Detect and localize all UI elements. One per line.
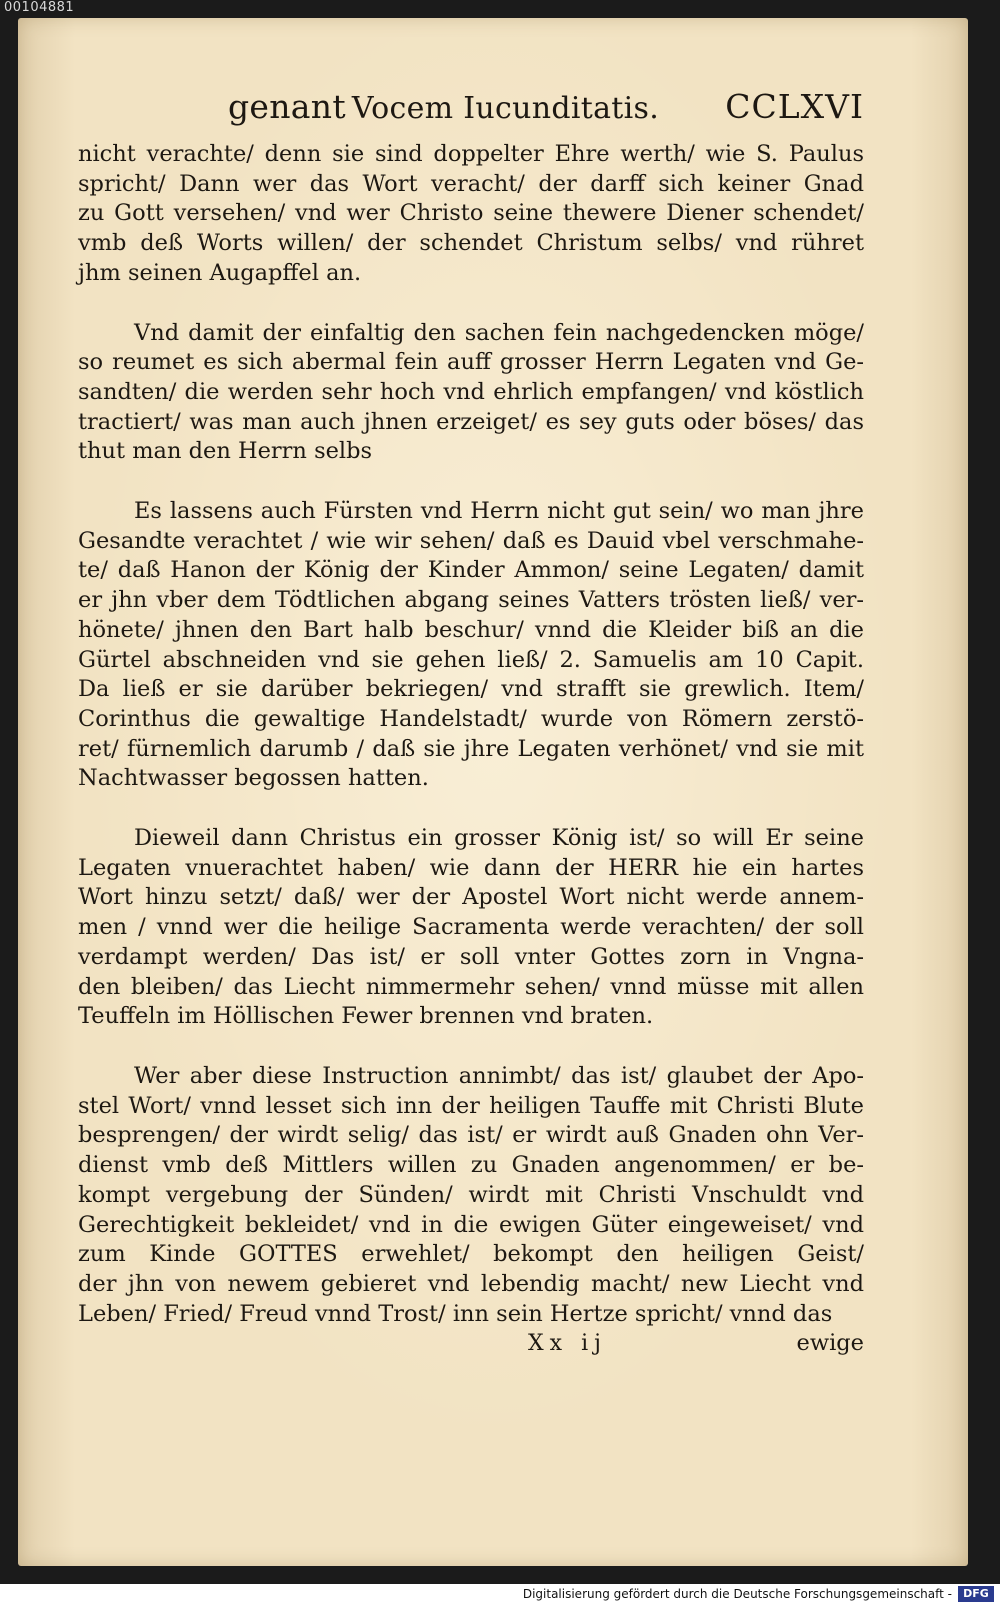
paragraph — [78, 140, 864, 289]
text-line: Nachtwasser begossen hatten. — [78, 765, 429, 792]
paragraph — [78, 824, 864, 1032]
text-line: spricht/ Dann wer das Wort veracht/ der darff sich keiner Gnad — [78, 170, 864, 197]
digitization-credit: Digitalisierung gefördert durch die Deutsche Forschungsgemeinschaft - — [522, 1587, 952, 1601]
catchword: ewige — [796, 1330, 864, 1357]
text-line: ret/ fürnemlich darumb / daß sie jhre Legaten verhönet/ vnd sie mit — [78, 735, 864, 762]
text-line: men / vnnd wer die heilige Sacramenta werde verachten/ der soll — [78, 914, 864, 941]
paragraph — [78, 1062, 864, 1329]
paragraph — [78, 497, 864, 794]
text-line: nicht verachte/ denn sie sind doppelter Ehre werth/ wie S. Paulus — [78, 141, 864, 167]
text-line: zum Kinde GOTTES erwehlet/ bekompt den heiligen Geist/ — [78, 1241, 864, 1268]
body-text — [78, 140, 864, 1329]
text-line: Corinthus die gewaltige Handelstadt/ wurde von Römern zerstö- — [78, 705, 864, 732]
text-line: Legaten vnuerachtet haben/ wie dann der HERR hie ein hartes — [78, 854, 864, 881]
page-footer — [78, 1329, 864, 1359]
running-title — [228, 87, 660, 126]
folio-number: CCLXVI — [725, 87, 864, 126]
text-line: Vnd damit der einfaltig den sachen fein nachgedencken möge/ — [134, 319, 864, 346]
text-line: tractiert/ was man auch jhnen erzeiget/ es sey guts oder böses/ das — [78, 408, 864, 435]
paragraph — [78, 319, 864, 468]
text-line: sandten/ die werden sehr hoch vnd ehrlich empfangen/ vnd köstlich — [78, 378, 864, 405]
dfg-logo: DFG — [958, 1586, 994, 1602]
text-line: hönete/ jhnen den Bart halb beschur/ vnnd die Kleider biß an die — [78, 616, 864, 643]
book-page — [18, 18, 968, 1566]
text-line: Wer aber diese Instruction annimbt/ das ist/ glaubet der Apo- — [134, 1062, 864, 1089]
text-line: thut man den Herrn selbs — [78, 438, 373, 465]
scan-id: 00104881 — [4, 0, 75, 15]
text-line: dienst vmb deß Mittlers willen zu Gnaden angenommen/ er be- — [78, 1152, 864, 1179]
text-line: Gesandte verachtet / wie wir sehen/ daß es Dauid vbel verschmahe- — [78, 527, 864, 554]
text-line: zu Gott versehen/ vnd wer Christo seine thewere Diener schendet/ — [78, 200, 864, 227]
text-line: Dieweil dann Christus ein grosser König ist/ so will Er seine — [134, 825, 864, 852]
running-header — [78, 87, 864, 140]
text-line: verdampt werden/ Das ist/ er soll vnter Gottes zorn in Vngna- — [78, 943, 864, 970]
running-title-german: genant — [228, 87, 346, 126]
text-line: Wort hinzu setzt/ daß/ wer der Apostel Wort nicht werde annem- — [78, 884, 864, 911]
text-line: Gürtel abschneiden vnd sie gehen ließ/ 2. Samuelis am 10 Capit. — [78, 646, 864, 673]
text-line: er jhn vber dem Tödtlichen abgang seines Vatters trösten ließ/ ver- — [78, 587, 864, 614]
text-line: Gerechtigkeit bekleidet/ vnd in die ewigen Güter eingeweiset/ vnd — [78, 1211, 864, 1238]
text-line: Leben/ Fried/ Freud vnnd Trost/ inn sein Hertze spricht/ vnnd das — [78, 1300, 833, 1327]
text-line: jhm seinen Augapffel an. — [78, 259, 362, 286]
text-line: stel Wort/ vnnd lesset sich inn der heiligen Tauffe mit Christi Blute — [78, 1092, 864, 1119]
text-line: so reumet es sich abermal fein auff grosser Herrn Legaten vnd Ge- — [78, 349, 864, 376]
text-line: den bleiben/ das Liecht nimmermehr sehen/ vnnd müsse mit allen — [78, 973, 864, 1000]
running-title-latin: Vocem Iucunditatis. — [351, 91, 660, 126]
text-line: Da ließ er sie darüber bekriegen/ vnd strafft sie grewlich. Item/ — [78, 676, 864, 703]
text-line: kompt vergebung der Sünden/ wirdt mit Christi Vnschuldt vnd — [78, 1181, 864, 1208]
text-block — [78, 87, 864, 1359]
text-line: vmb deß Worts willen/ der schendet Christum selbs/ vnd rühret — [78, 230, 864, 257]
signature-mark: Xx ij — [528, 1331, 607, 1357]
text-line: te/ daß Hanon der König der Kinder Ammon/ seine Legaten/ damit — [78, 557, 864, 584]
text-line: der jhn von newem gebieret vnd lebendig macht/ new Liecht vnd — [78, 1270, 864, 1297]
text-line: besprengen/ der wirdt selig/ das ist/ er wirdt auß Gnaden ohn Ver- — [78, 1122, 864, 1149]
text-line: Teuffeln im Höllischen Fewer brennen vnd braten. — [78, 1003, 654, 1030]
text-line: Es lassens auch Fürsten vnd Herrn nicht gut sein/ wo man jhre — [134, 498, 864, 525]
